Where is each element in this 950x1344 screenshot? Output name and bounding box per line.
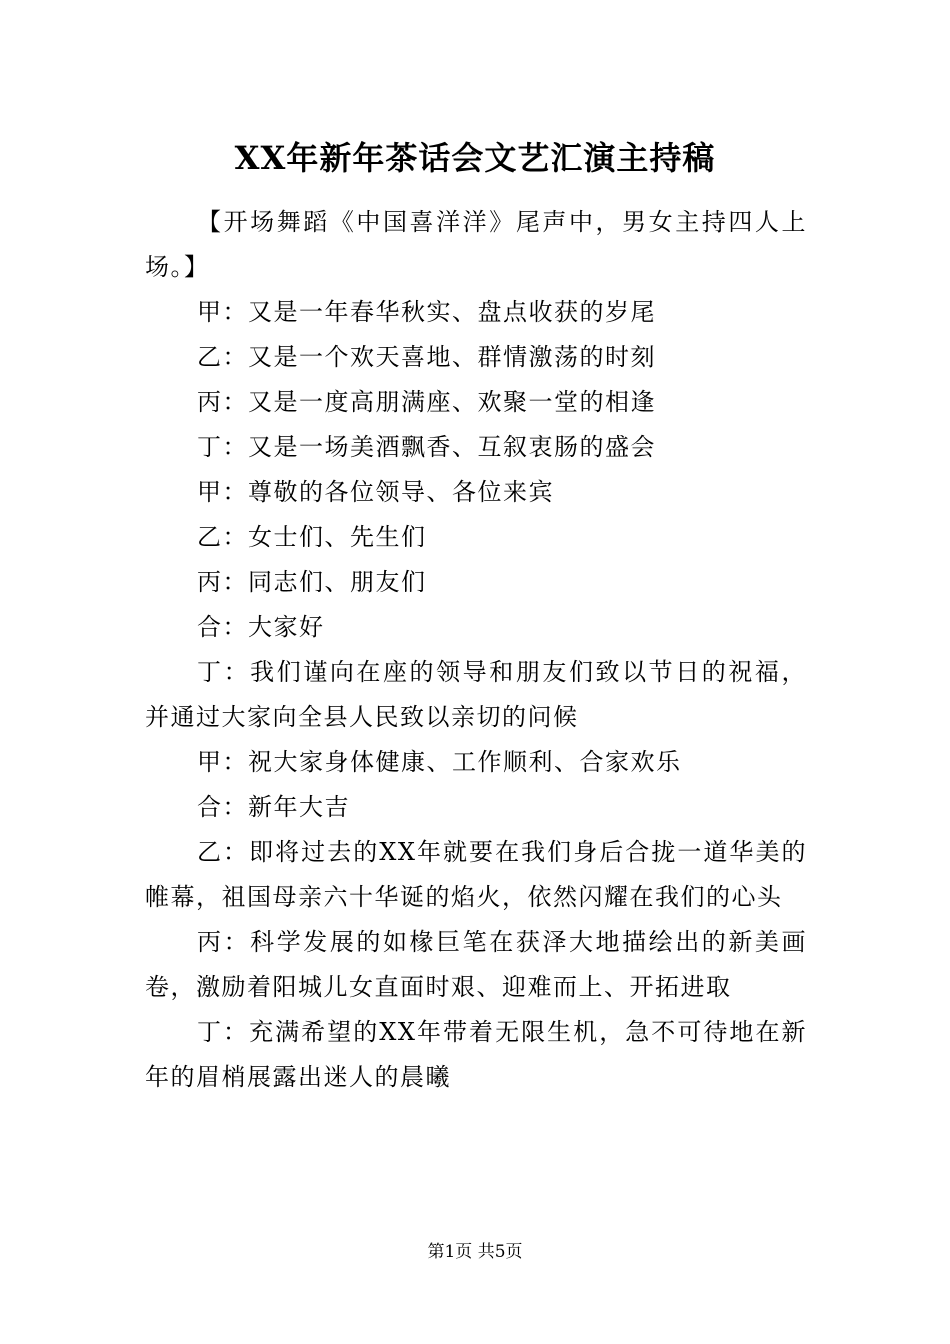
paragraph: 甲：又是一年春华秋实、盘点收获的岁尾: [197, 298, 656, 326]
paragraph: 丁：我们谨向在座的领导和朋友们致以节日的祝福，并通过大家向全县人民致以亲切的问候: [145, 658, 807, 731]
paragraph: 丙：同志们、朋友们: [197, 568, 427, 596]
paragraph-opening: 【开场舞蹈《中国喜洋洋》尾声中，男女主持四人上场。】: [145, 208, 807, 281]
document-title: XX年新年茶话会文艺汇演主持稿: [234, 139, 716, 177]
paragraph: 乙：女士们、先生们: [197, 523, 427, 551]
paragraph: 合：新年大吉: [197, 793, 350, 821]
paragraph: 丁：充满希望的XX年带着无限生机，急不可待地在新年的眉梢展露出迷人的晨曦: [145, 1018, 807, 1091]
paragraph: 合：大家好: [197, 613, 325, 641]
paragraph: 乙：即将过去的XX年就要在我们身后合拢一道华美的帷幕，祖国母亲六十华诞的焰火，依然闪耀在我们的心头: [145, 838, 807, 911]
paragraph: 甲：尊敬的各位领导、各位来宾: [197, 478, 554, 506]
paragraph: 丁：又是一场美酒飘香、互叙衷肠的盛会: [197, 433, 656, 461]
paragraph: 乙：又是一个欢天喜地、群情激荡的时刻: [197, 343, 656, 371]
document-body: [145, 200, 807, 1100]
paragraph: 甲：祝大家身体健康、工作顺利、合家欢乐: [197, 748, 682, 776]
paragraph: 丙：科学发展的如椽巨笔在获泽大地描绘出的新美画卷，激励着阳城儿女直面时艰、迎难而上、开拓进取: [145, 928, 807, 1001]
paragraph: 丙：又是一度高朋满座、欢聚一堂的相逢: [197, 388, 656, 416]
page-number-footer: 第1页 共5页: [427, 1242, 523, 1262]
